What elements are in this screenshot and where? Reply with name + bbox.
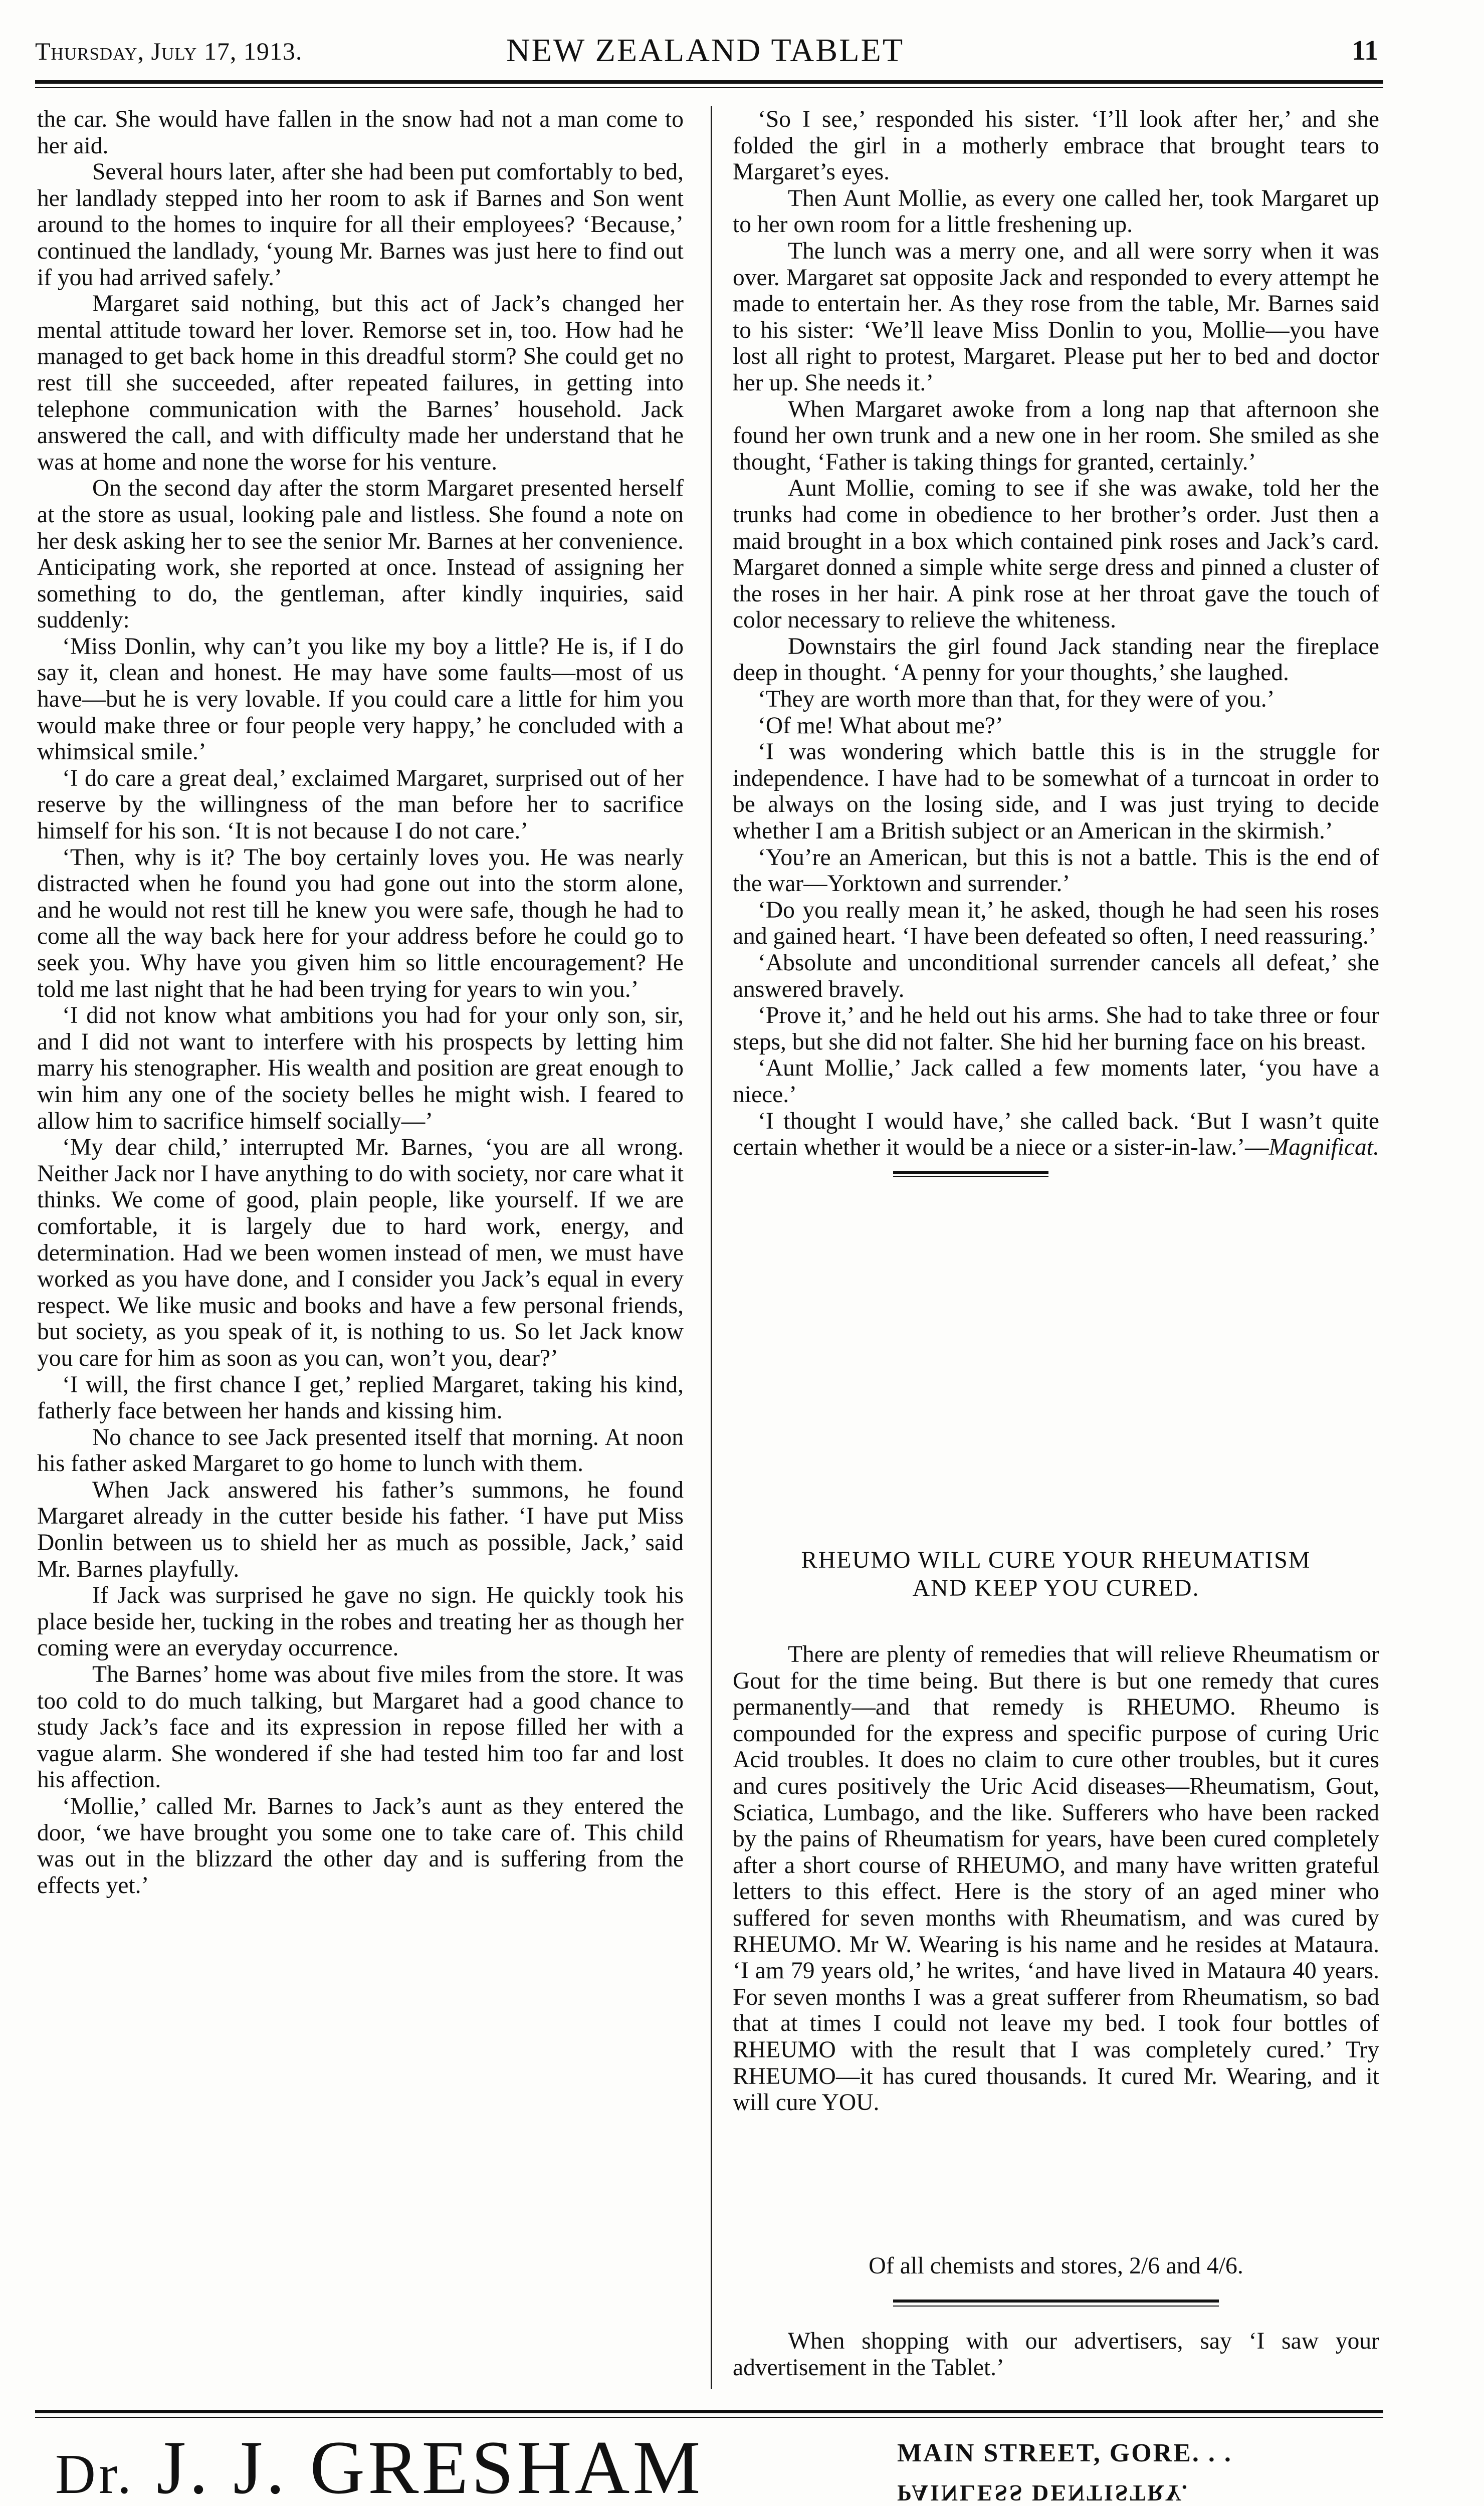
shopping-note: When shopping with our advertisers, say ‘I saw your advertisement in the Tablet.’ [733, 2328, 1379, 2381]
masthead [35, 28, 1378, 80]
right-column-paragraph: ‘Prove it,’ and he held out his arms. She had to take three or four steps, but she did not falter. She hid her burning face on his breast. [733, 1002, 1379, 1055]
left-column-paragraph: If Jack was surprised he gave no sign. He quickly took his place beside her, tucking in the robes and treating her as though her coming were an everyday occurrence. [37, 1582, 684, 1661]
right-column-paragraph: ‘Absolute and unconditional surrender cancels all defeat,’ she answered bravely. [733, 950, 1379, 1002]
left-column-paragraph: Several hours later, after she had been put comfortably to bed, her landlady stepped into her room to ask if Barnes and Son went around to the homes to inquire for all their employees? ‘Because,’ continued the landlady, ‘young Mr. Barnes was just here to find out if you had arrived safely.’ [37, 159, 684, 291]
left-column-paragraph: ‘My dear child,’ interrupted Mr. Barnes, ‘you are all wrong. Neither Jack nor I have anything to do with society, nor care what it thinks. We come of good, plain people, like yourself. If we are comfortable, it is largely due to hard work, energy, and determination. Had we been women instead of men, we must have worked as you have done, and I consider you Jack’s equal in every respect. We like music and books and have a few personal friends, but society, as you speak of it, is nothing to us. So let Jack know you care for him as soon as you can, won’t you, dear?’ [37, 1134, 684, 1371]
column-divider [711, 106, 712, 2389]
gresham-service: PAINLESS DENTISTRY. [897, 2480, 1190, 2506]
story-closing-paragraph [733, 1108, 1379, 1161]
gresham-name: J. J. GRESHAM [156, 2425, 704, 2506]
right-column-paragraph: ‘Aunt Mollie,’ Jack called a few moments later, ‘you have a niece.’ [733, 1055, 1379, 1108]
rheumo-ad-title-line1: RHEUMO WILL CURE YOUR RHEUMATISM [801, 1547, 1311, 1573]
left-column-paragraph: ‘I did not know what ambitions you had for your only son, sir, and I did not want to interfere with his prospects by letting him marry his stenographer. His wealth and position are great enough to win him any one of the society belles he might wish. I feared to allow him to sacrifice himself socially—’ [37, 1002, 684, 1134]
issue-date: Thursday, July 17, 1913. [35, 37, 303, 65]
right-column-paragraph: ‘I was wondering which battle this is in the struggle for independence. I have had to be somewhat of a turncoat in order to be always on the losing side, and I was just trying to decide whether I am a British subject or an American in the skirmish.’ [733, 739, 1379, 845]
left-column-paragraph: The Barnes’ home was about five miles from the store. It was too cold to do much talking, but Margaret had a good chance to study Jack’s face and its expression in repose filled her with a vague alarm. She wondered if she had tested him too far and lost his affection. [37, 1661, 684, 1793]
right-column-paragraph: Then Aunt Mollie, as every one called her, took Margaret up to her own room for a little freshening up. [733, 185, 1379, 238]
right-column-paragraph: Aunt Mollie, coming to see if she was awake, told her the trunks had come in obedience to her brother’s order. Just then a maid brought in a box which contained pink roses and Jack’s card. Margaret donned a simple white serge dress and pinned a cluster of the roses in her hair. A pink rose at her throat gave the touch of color necessary to relieve the whiteness. [733, 475, 1379, 634]
right-column-paragraph: The lunch was a merry one, and all were sorry when it was over. Margaret sat opposite Jack and responded to every attempt he made to entertain her. As they rose from the table, Mr. Barnes said to his sister: ‘We’ll leave Miss Donlin to you, Mollie—you have lost all right to protest, Margaret. Please put her to bed and doctor her up. She needs it.’ [733, 238, 1379, 396]
rheumo-ad-price: Of all chemists and stores, 2/6 and 4/6. [869, 2252, 1243, 2279]
page-number: 11 [1352, 35, 1378, 66]
left-column-paragraph: ‘I do care a great deal,’ exclaimed Margaret, surprised out of her reserve by the willingness of the man before her to sacrifice himself for his son. ‘It is not because I do not care.’ [37, 765, 684, 845]
right-column-paragraph: ‘So I see,’ responded his sister. ‘I’ll look after her,’ and she folded the girl in a motherly embrace that brought tears to Margaret’s eyes. [733, 106, 1379, 185]
rheumo-ad-title-line2: AND KEEP YOU CURED. [912, 1575, 1200, 1601]
left-column-paragraph: the car. She would have fallen in the snow had not a man come to her aid. [37, 106, 684, 159]
masthead-rule-thin [35, 87, 1383, 88]
right-column-paragraph: ‘Of me! What about me?’ [758, 712, 1003, 739]
left-column-paragraph: No chance to see Jack presented itself that morning. At noon his father asked Margaret to go home to lunch with them. [37, 1424, 684, 1477]
rheumo-ad-title [733, 1546, 1379, 1602]
left-column-paragraph: Margaret said nothing, but this act of Jack’s changed her mental attitude toward her lover. Remorse set in, too. How had he managed to get back home in this dreadful storm? She could get no rest till she succeeded, after repeated failures, in getting into telephone communication with the Barnes’ household. Jack answered the call, and with difficulty made her understand that he was at home and none the worse for his venture. [37, 291, 684, 475]
masthead-rule-thick [35, 80, 1383, 84]
left-column-paragraph: ‘Mollie,’ called Mr. Barnes to Jack’s aunt as they entered the door, ‘we have brought you some one to take care of. This child was out in the blizzard the other day and is suffering from the effects yet.’ [37, 1793, 684, 1899]
rheumo-ad-body [733, 1641, 1379, 2116]
closing-text: ‘I thought I would have,’ she called back. ‘But I wasn’t quite certain whether it would be a niece or a sister-in-law.’— [733, 1108, 1379, 1161]
right-column-paragraph: ‘Do you really mean it,’ he asked, though he had seen his roses and gained heart. ‘I have been defeated so often, I need reassuring.’ [733, 897, 1379, 950]
story-left-column [37, 106, 684, 1899]
gresham-name-prefix: Dr. [55, 2443, 134, 2505]
right-column-paragraph: Downstairs the girl found Jack standing near the fireplace deep in thought. ‘A penny for your thoughts,’ she laughed. [733, 633, 1379, 686]
gresham-ad-name [55, 2425, 704, 2506]
left-column-paragraph: ‘Miss Donlin, why can’t you like my boy a little? He is, if I do say it, clean and honest. He may have some faults—most of us have—but he is very lovable. If you could care a little for him you would make three or four people very happy,’ he concluded with a whimsical smile.’ [37, 633, 684, 765]
right-column-paragraph: ‘You’re an American, but this is not a battle. This is the end of the war—Yorktown and surrender.’ [733, 844, 1379, 897]
ad-divider-thick [893, 2300, 1219, 2303]
story-right-paragraphs [733, 106, 1379, 1108]
ad-divider-thin [893, 2306, 1219, 2307]
footer-rule-thin [35, 2417, 1383, 2418]
footer-rule-thick [35, 2410, 1383, 2413]
newspaper-title: NEW ZEALAND TABLET [506, 32, 905, 69]
left-column-paragraph: When Jack answered his father’s summons, he found Margaret already in the cutter beside his father. ‘I have put Miss Donlin between us to shield her as much as possible, Jack,’ said Mr. Barnes playfully. [37, 1477, 684, 1582]
story-signature: Magnificat. [1268, 1134, 1379, 1161]
left-column-paragraph: ‘I will, the first chance I get,’ replied Margaret, taking his kind, fatherly face between her hands and kissing him. [37, 1371, 684, 1424]
story-right-column [733, 106, 1379, 1177]
story-end-divider [893, 1171, 1048, 1177]
right-column-paragraph: When Margaret awoke from a long nap that afternoon she found her own trunk and a new one in her room. She smiled as she thought, ‘Father is taking things for granted, certainly.’ [733, 396, 1379, 475]
left-column-paragraph: ‘Then, why is it? The boy certainly loves you. He was nearly distracted when he found you had gone out into the storm alone, and he would not rest till he knew you were safe, though he had to come all the way back here for your address before he could go to seek you. Why have you given him so little encouragement? He told me last night that he had been trying for years to win you.’ [37, 844, 684, 1002]
right-column-paragraph: ‘They are worth more than that, for they were of you.’ [758, 686, 1275, 713]
left-column-paragraph: On the second day after the storm Margaret presented herself at the store as usual, looking pale and listless. She found a note on her desk asking her to see the senior Mr. Barnes at her convenience. Anticipating work, she reported at once. Instead of assigning her something to do, the gentleman, after kindly inquiries, said suddenly: [37, 475, 684, 634]
rheumo-ad-text: There are plenty of remedies that will relieve Rheumatism or Gout for the time being. But there is but one remedy that cures permanently—and that remedy is RHEUMO. Rheumo is compounded for the express and specific purpose of curing Uric Acid troubles. It does no claim to cure other troubles, but it cures and cures positively the Uric Acid diseases—Rheumatism, Gout, Sciatica, Lumbago, and the like. Sufferers who have been racked by the pains of Rheumatism for years, have been cured completely after a short course of RHEUMO, and many have written grateful letters to this effect. Here is the story of an aged miner who suffered for seven months with Rheumatism, and was cured by RHEUMO. Mr W. Wearing is his name and he resides at Mataura. ‘I am 79 years old,’ he writes, ‘and have lived in Mataura 40 years. For seven months I was a great sufferer from Rheumatism, so bad that at times I could not leave my bed. I took four bottles of RHEUMO with the result that I was completely cured.’ Try RHEUMO—it has cured thousands. It cured Mr. Wearing, and it will cure YOU. [733, 1641, 1379, 2116]
gresham-address: MAIN STREET, GORE. . . [897, 2439, 1232, 2467]
